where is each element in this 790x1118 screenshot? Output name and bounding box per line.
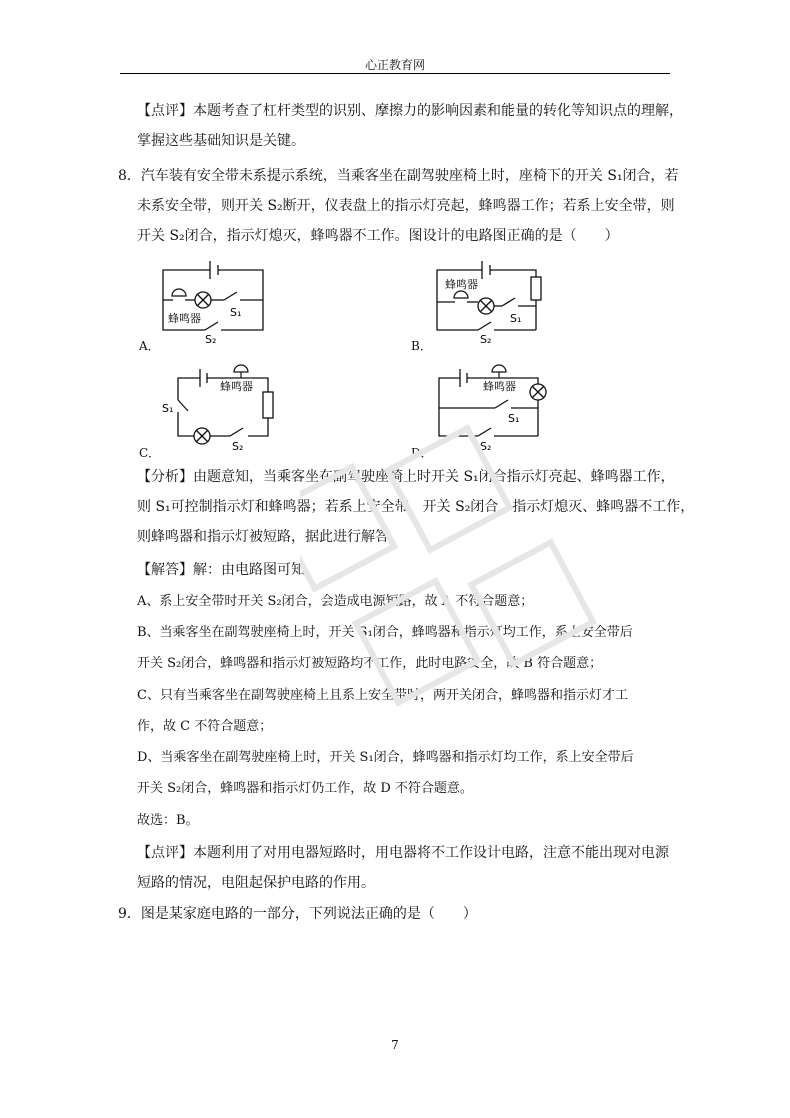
answer-line-c2: 作，故 C 不符合题意；	[137, 719, 273, 734]
answer-choice: 故选：B。	[137, 813, 199, 828]
buzzer-label-b: 蜂鸣器	[445, 278, 478, 291]
option-c-label: C．	[139, 446, 161, 460]
answer-line-d2: 开关 S₂闭合，蜂鸣器和指示灯仍工作，故 D 不符合题意。	[137, 781, 473, 796]
question-9: 9．图是某家庭电路的一部分，下列说法正确的是（ ）	[118, 906, 477, 922]
page-header: 心正教育网	[364, 58, 425, 72]
question-8-line-3: 开关 S₂闭合，指示灯熄灭，蜂鸣器不工作。图设计的电路图正确的是（ ）	[137, 228, 619, 244]
comment-line-2: 掌握这些基础知识是关键。	[137, 133, 305, 149]
question-8-line-1: 8．汽车装有安全带未系提示系统，当乘客坐在副驾驶座椅上时，座椅下的开关 S₁闭合，若	[118, 168, 679, 184]
s2-label-a: S₂	[205, 333, 217, 346]
s1-label-c: S₁	[162, 402, 174, 415]
s1-label-b: S₁	[510, 312, 522, 325]
option-d-label: D．	[411, 446, 433, 460]
analysis-line-3: 则蜂鸣器和指示灯被短路，据此进行解答。	[137, 529, 403, 545]
remark-line-1: 【点评】本题利用了对用电器短路时，用电器将不工作设计电路，注意不能出现对电源	[137, 845, 669, 861]
answer-line-b2: 开关 S₂闭合，蜂鸣器和指示灯被短路均不工作，此时电路安全，故 B 符合题意；	[137, 656, 603, 671]
page-number: 7	[391, 1038, 399, 1052]
s2-label-c: S₂	[232, 440, 244, 453]
option-a-label: A．	[139, 339, 160, 353]
analysis-line-2: 则 S₁可控制指示灯和蜂鸣器；若系上安全带，开关 S₂闭合，指示灯熄灭、蜂鸣器不工作，	[137, 499, 695, 515]
circuit-b	[437, 261, 541, 330]
s2-label-b: S₂	[480, 333, 492, 346]
answer-line-d1: D、当乘客坐在副驾驶座椅上时，开关 S₁闭合，蜂鸣器和指示灯均工作，系上安全带后	[137, 750, 634, 765]
comment-line-1: 【点评】本题考查了杠杆类型的识别、摩擦力的影响因素和能量的转化等知识点的理解，	[137, 103, 683, 119]
s1-label-d: S₁	[508, 412, 520, 425]
s1-label-a: S₁	[230, 306, 242, 319]
question-8-line-2: 未系安全带，则开关 S₂断开，仪表盘上的指示灯亮起，蜂鸣器工作；若系上安全带，则	[137, 198, 675, 214]
analysis-line-1: 【分析】由题意知，当乘客坐在副驾驶座椅上时开关 S₁闭合指示灯亮起、蜂鸣器工作，	[137, 469, 675, 485]
buzzer-label-d: 蜂鸣器	[483, 380, 516, 393]
s2-label-d: S₂	[480, 440, 492, 453]
answer-line-c1: C、只有当乘客坐在副驾驶座椅上且系上安全带时，两开关闭合，蜂鸣器和指示灯才工	[137, 688, 628, 703]
answer-line-b1: B、当乘客坐在副驾驶座椅上时，开关 S₁闭合，蜂鸣器和指示灯均工作，系上安全带后	[137, 625, 633, 640]
option-b-label: B．	[411, 339, 432, 353]
buzzer-label-a: 蜂鸣器	[168, 312, 201, 325]
answer-line-1: 【解答】解：由电路图可知，	[137, 562, 319, 578]
buzzer-label-c: 蜂鸣器	[220, 380, 253, 393]
answer-line-a: A、系上安全带时开关 S₂闭合，会造成电源短路，故 A 不符合题意；	[137, 594, 534, 609]
remark-line-2: 短路的情况，电阻起保护电路的作用。	[137, 875, 375, 891]
